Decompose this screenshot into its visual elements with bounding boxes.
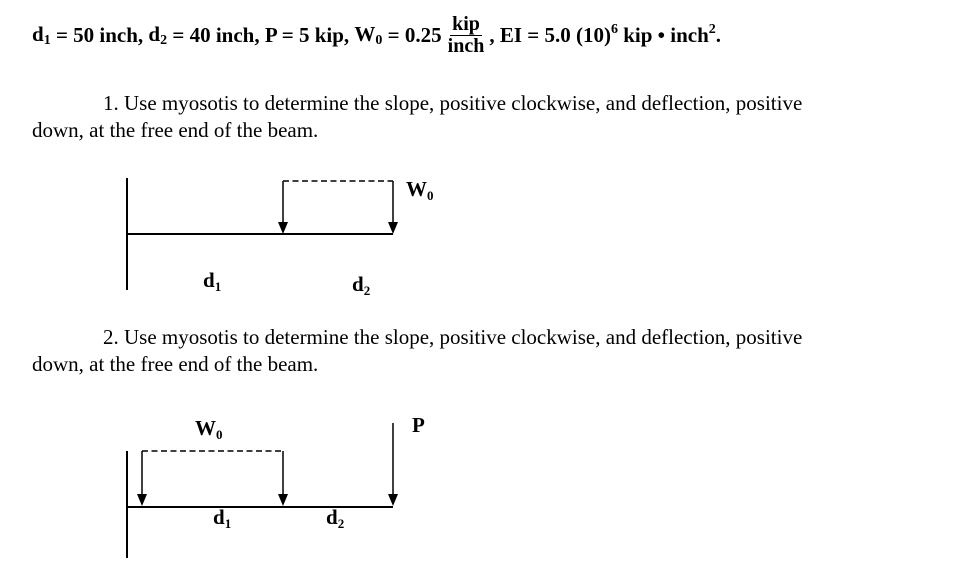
problem-1-line-1: 1. Use myosotis to determine the slope, positive clockwise, and deflection, positive	[103, 91, 803, 115]
distributed-load-2	[137, 451, 288, 506]
distributed-load-1	[278, 181, 398, 234]
point-load-arrowhead	[388, 494, 398, 506]
d1-symbol: $d_1$	[32, 21, 51, 48]
problem-1-line-2: down, at the free end of the beam.	[32, 118, 319, 142]
d1-value: = 50 inch,	[55, 22, 144, 47]
ei-value: EI = 5.0 $(10)^6$	[499, 22, 618, 47]
diagram-1-w0-label: $W_0$	[406, 177, 434, 203]
problem-2-line-1: 2. Use myosotis to determine the slope, positive clockwise, and deflection, positive	[103, 325, 803, 349]
w0-value: = 0.25	[387, 22, 442, 47]
w0-unit-numerator: kip	[452, 12, 480, 35]
diagram-2-d2-label: $d_2$	[326, 505, 345, 531]
load-arrowhead-1-right	[388, 222, 398, 234]
diagram-2-p-label: P	[412, 413, 425, 437]
d2-symbol: $d_2$	[148, 21, 168, 48]
load-arrowhead-1-left	[278, 222, 288, 234]
ei-unit: kip • inch$^2$	[623, 22, 716, 47]
ending-period: .	[715, 22, 722, 47]
diagram-1-d2-label: $d_2$	[352, 272, 371, 298]
w0-symbol: $W_0$	[354, 21, 383, 48]
p-value: P = 5 kip,	[264, 22, 350, 47]
load-arrowhead-2-left	[137, 494, 147, 506]
w0-unit-denominator: inch	[447, 34, 485, 57]
diagram-1-d1-label: $d_1$	[203, 268, 222, 294]
point-load-p	[388, 423, 398, 506]
diagram-2-w0-label: $W_0$	[195, 416, 223, 442]
separator-comma: ,	[489, 22, 495, 47]
problem-2-line-2: down, at the free end of the beam.	[32, 352, 319, 376]
diagram-2-d1-label: $d_1$	[213, 505, 232, 531]
beam-diagram-2	[127, 423, 398, 558]
load-arrowhead-2-right	[278, 494, 288, 506]
d2-value: = 40 inch,	[172, 22, 260, 47]
